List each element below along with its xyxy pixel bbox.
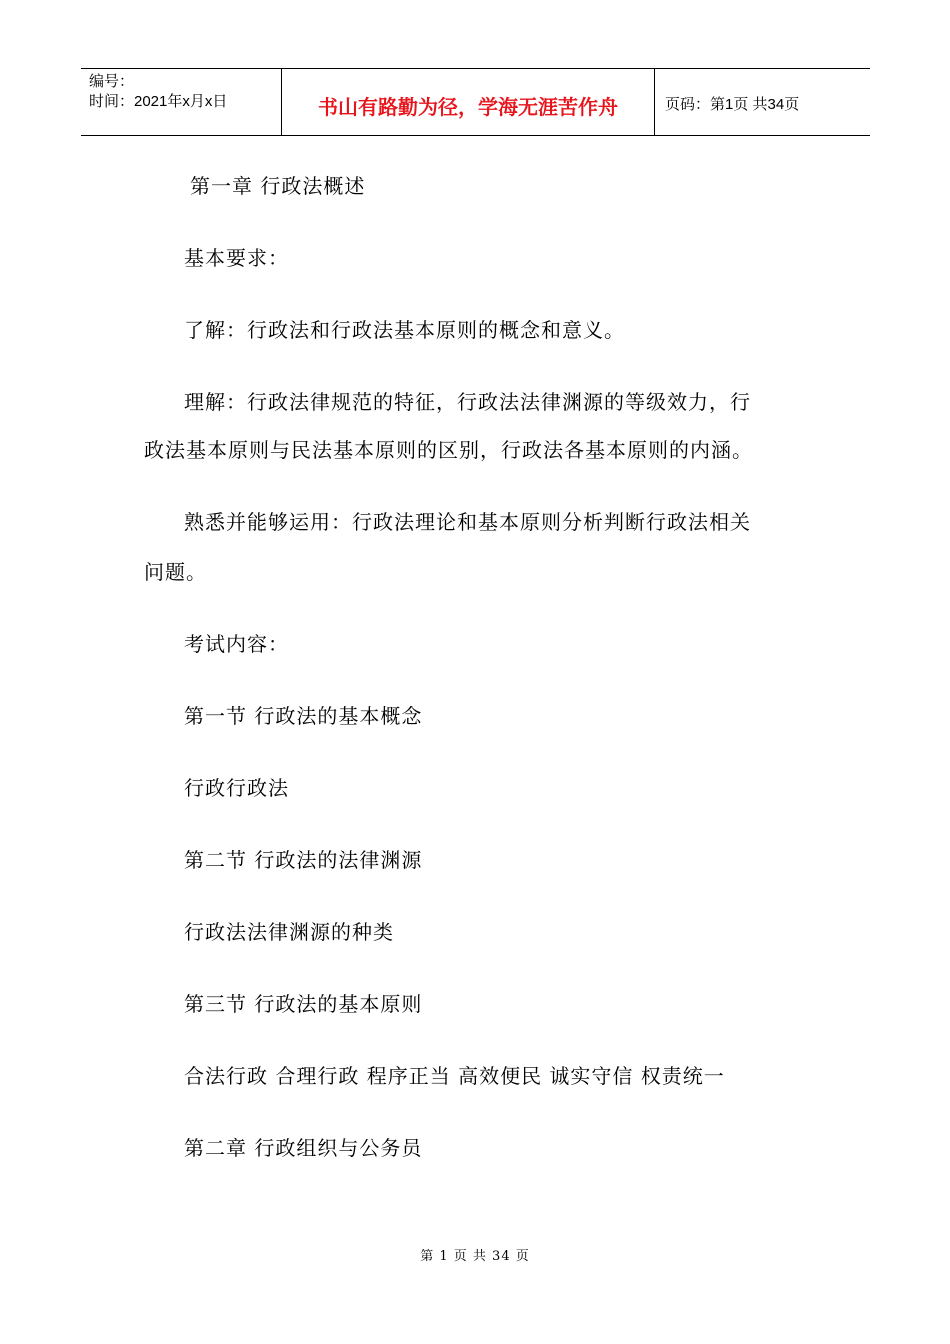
apply-paragraph-line2: 问题。 — [144, 560, 207, 584]
basic-requirements-heading: 基本要求： — [184, 246, 289, 270]
motto-text: 书山有路勤为径，学海无涯苦作舟 — [318, 94, 618, 119]
section-2-title: 第二节 行政法的法律渊源 — [184, 848, 423, 872]
understand-paragraph: 了解：行政法和行政法基本原则的概念和意义。 — [184, 318, 625, 342]
header-meta-cell — [81, 69, 282, 135]
footer-page-number: 第 1 页 共 34 页 — [420, 1249, 530, 1264]
section-2-item: 行政法法律渊源的种类 — [184, 920, 394, 944]
page-info-text: 页码：第1页 共34页 — [665, 95, 800, 113]
page-header — [81, 68, 870, 136]
section-3-title: 第三节 行政法的基本原则 — [184, 992, 423, 1016]
chapter-2-title: 第二章 行政组织与公务员 — [184, 1136, 423, 1160]
comprehend-paragraph-line2: 政法基本原则与民法基本原则的区别，行政法各基本原则的内涵。 — [144, 438, 753, 462]
date-label: 时间：2021年x月x日 — [89, 93, 228, 110]
serial-number-label: 编号： — [89, 73, 135, 90]
apply-paragraph-line1: 熟悉并能够运用：行政法理论和基本原则分析判断行政法相关 — [184, 510, 751, 534]
section-1-item: 行政行政法 — [184, 776, 289, 800]
page-footer — [0, 1245, 950, 1264]
section-3-item: 合法行政 合理行政 程序正当 高效便民 诚实守信 权责统一 — [184, 1064, 725, 1088]
comprehend-paragraph-line1: 理解：行政法律规范的特征，行政法法律渊源的等级效力，行 — [184, 390, 751, 414]
exam-content-heading: 考试内容： — [184, 632, 289, 656]
chapter-1-title: 第一章 行政法概述 — [190, 174, 366, 198]
header-motto-cell — [282, 69, 655, 135]
header-page-cell — [655, 69, 870, 135]
section-1-title: 第一节 行政法的基本概念 — [184, 704, 423, 728]
